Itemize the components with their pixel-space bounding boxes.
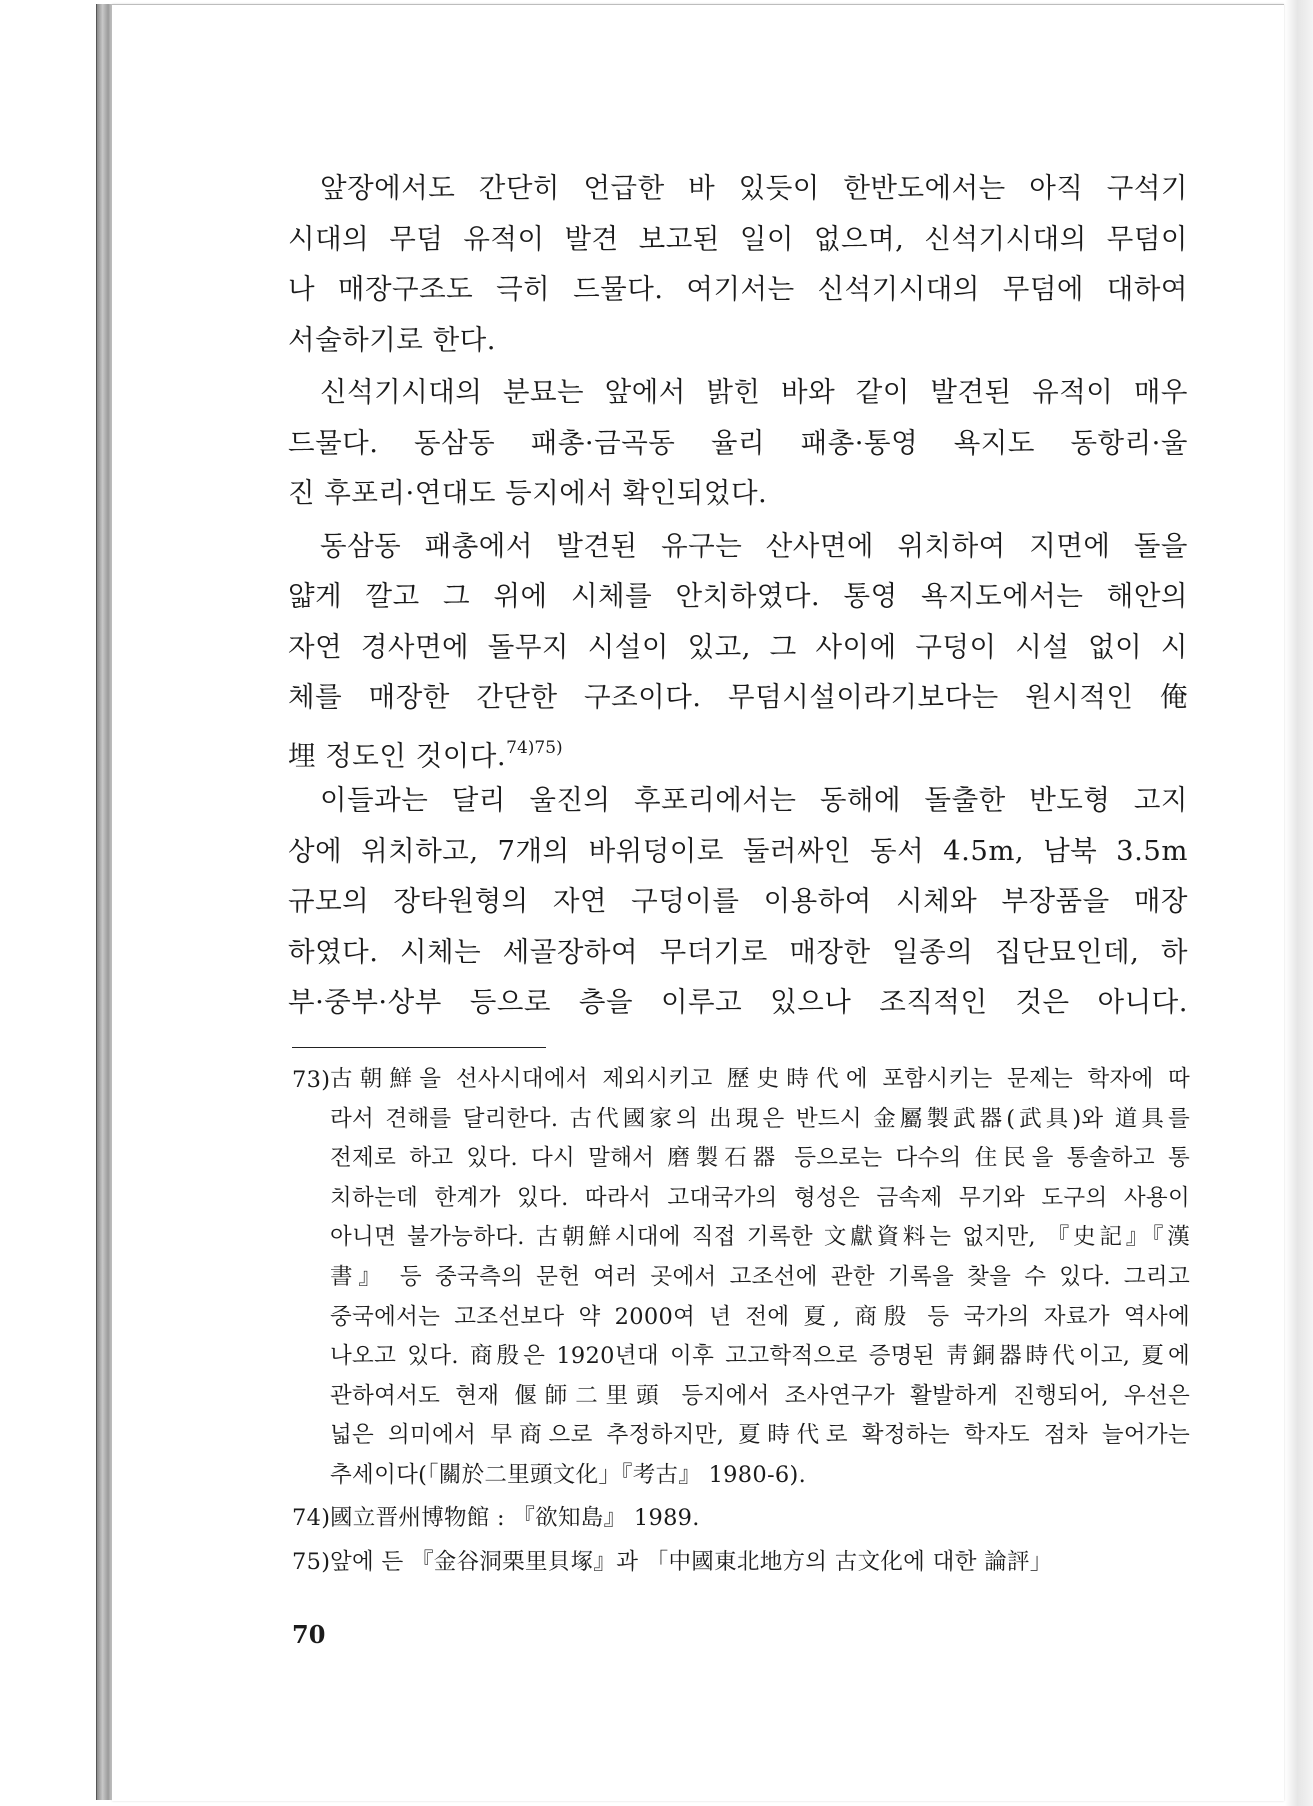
- page-number: 70: [292, 1620, 326, 1649]
- text-line-content: 埋 정도인 것이다.: [288, 739, 507, 772]
- text-line: 규모의 장타원형의 자연 구덩이를 이용하여 시체와 부장품을 매장: [288, 885, 1188, 917]
- book-spine: [96, 4, 113, 1800]
- text-line: 자연 경사면에 돌무지 시설이 있고, 그 사이에 구덩이 시설 없이 시: [288, 630, 1188, 663]
- body-text: [288, 163, 1188, 1030]
- text-line: 신석기시대의 분묘는 앞에서 밝힌 바와 같이 발견된 유적이 매우: [320, 376, 1188, 408]
- footnote-line: 앞에 든 『金谷洞栗里貝塚』과 「中國東北地方의 古文化에 대한 論評」: [330, 1548, 1053, 1575]
- text-line: 동삼동 패총에서 발견된 유구는 산사면에 위치하여 지면에 돌을: [320, 529, 1188, 562]
- text-line: 나 매장구조도 극히 드물다. 여기서는 신석기시대의 무덤에 대하여: [288, 273, 1188, 305]
- footnote-line: 國立晋州博物館 : 『欲知島』 1989.: [330, 1504, 700, 1531]
- footnote-line: 추세이다(「關於二里頭文化」『考古』 1980-6).: [330, 1461, 807, 1488]
- text-line: 드물다. 동삼동 패총·금곡동 율리 패총·통영 욕지도 동항리·울: [288, 426, 1188, 459]
- footnote-line: 전제로 하고 있다. 다시 말해서 磨製石器 등으로는 다수의 住民을 통솔하고 통: [330, 1145, 1190, 1172]
- footnote-number: 74): [292, 1504, 331, 1531]
- text-line: 하였다. 시체는 세골장하여 무더기로 매장한 일종의 집단묘인데, 하: [288, 935, 1188, 968]
- footnote-divider: [292, 1047, 546, 1048]
- text-line: 이들과는 달리 울진의 후포리에서는 동해에 돌출한 반도형 고지: [320, 784, 1188, 816]
- paragraph-3: [288, 521, 1188, 774]
- footnote-line: 중국에서는 고조선보다 약 2000여 년 전에 夏, 商殷 등 국가의 자료가 역사에: [330, 1303, 1190, 1330]
- text-line: 앞장에서도 간단히 언급한 바 있듯이 한반도에서는 아직 구석기: [320, 172, 1188, 204]
- text-line: [288, 723, 1188, 774]
- footnote-74: [292, 1496, 1190, 1540]
- footnote-line: 관하여서도 현재 偃師二里頭 등지에서 조사연구가 활발하게 진행되어, 우선은: [330, 1382, 1190, 1409]
- footnote-line: 라서 견해를 달리한다. 古代國家의 出現은 반드시 金屬製武器(武具)와 道具를: [330, 1105, 1190, 1132]
- footnote-line: 古朝鮮을 선사시대에서 제외시키고 歷史時代에 포함시키는 문제는 학자에 따: [330, 1066, 1190, 1092]
- text-line: 부·중부·상부 등으로 층을 이루고 있으나 조직적인 것은 아니다.: [288, 986, 1188, 1018]
- footnotes: [292, 1060, 1190, 1584]
- text-line: 얇게 깔고 그 위에 시체를 안치하였다. 통영 욕지도에서는 해안의: [288, 580, 1188, 612]
- footnote-line: 나오고 있다. 商殷은 1920년대 이후 고고학적으로 증명된 靑銅器時代이고, 夏에: [330, 1343, 1190, 1370]
- paragraph-4: [288, 775, 1188, 1028]
- page-edge: [1285, 0, 1313, 1806]
- paragraph-2: [288, 367, 1188, 519]
- text-line: 서술하기로 한다.: [288, 323, 496, 356]
- footnote-number: 73): [292, 1067, 331, 1093]
- text-line: 시대의 무덤 유적이 발견 보고된 일이 없으며, 신석기시대의 무덤이: [288, 222, 1188, 255]
- footnote-reference[interactable]: 74)75): [506, 737, 563, 758]
- text-line: 진 후포리·연대도 등지에서 확인되었다.: [288, 477, 768, 509]
- paragraph-1: [288, 163, 1188, 365]
- footnote-line: 書』 등 중국측의 문헌 여러 곳에서 고조선에 관한 기록을 찾을 수 있다. 그리고: [330, 1263, 1190, 1290]
- footnote-73: [292, 1060, 1190, 1496]
- footnote-line: 넓은 의미에서 早商으로 추정하지만, 夏時代로 확정하는 학자도 점차 늘어가는: [330, 1422, 1190, 1449]
- footnote-line: 치하는데 한계가 있다. 따라서 고대국가의 형성은 금속제 무기와 도구의 사용이: [330, 1184, 1190, 1211]
- footnote-line: 아니면 불가능하다. 古朝鮮시대에 직접 기록한 文獻資料는 없지만, 『史記』『漢: [330, 1224, 1190, 1251]
- footnote-number: 75): [292, 1548, 331, 1575]
- footnote-75: [292, 1540, 1190, 1584]
- text-line: 상에 위치하고, 7개의 바위덩이로 둘러싸인 동서 4.5m, 남북 3.5m: [288, 834, 1188, 867]
- text-line: 체를 매장한 간단한 구조이다. 무덤시설이라기보다는 원시적인 俺: [288, 681, 1188, 713]
